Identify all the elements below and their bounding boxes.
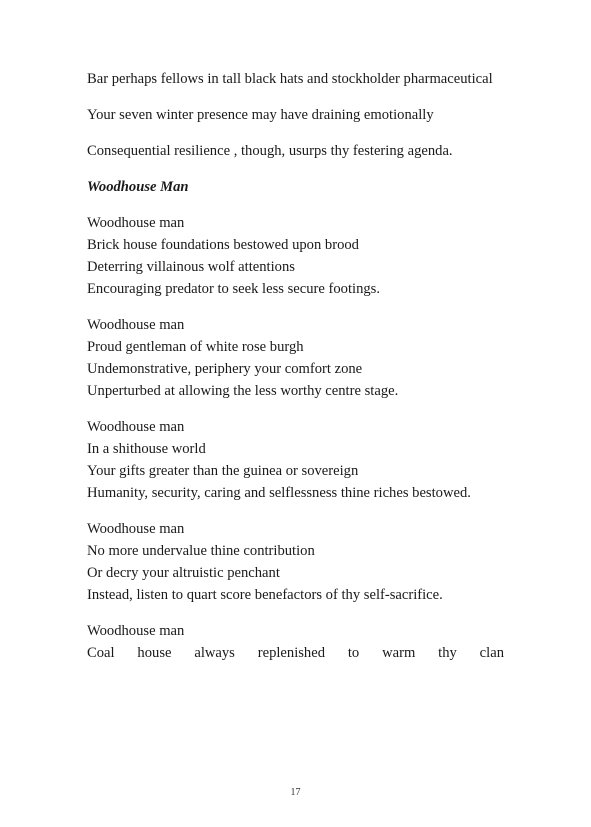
poem-line: Woodhouse man bbox=[87, 623, 185, 639]
poem-line: Unperturbed at allowing the less worthy centre stage. bbox=[87, 383, 399, 399]
poem-line: Proud gentleman of white rose burgh bbox=[87, 339, 304, 355]
stanza-2 bbox=[87, 314, 504, 402]
poem-line: Brick house foundations bestowed upon brood bbox=[87, 237, 359, 253]
poem-line: Your gifts greater than the guinea or sovereign bbox=[87, 463, 359, 479]
poem-line: Encouraging predator to seek less secure footings. bbox=[87, 281, 381, 297]
stanza-4 bbox=[87, 518, 504, 606]
poem-line: Woodhouse man bbox=[87, 419, 185, 435]
poem-line: Deterring villainous wolf attentions bbox=[87, 259, 295, 275]
poem-line: Woodhouse man bbox=[87, 317, 185, 333]
stanza-5 bbox=[87, 620, 504, 664]
poem-line: Woodhouse man bbox=[87, 521, 185, 537]
poem-line: No more undervalue thine contribution bbox=[87, 543, 315, 559]
intro-paragraph-1: Bar perhaps fellows in tall black hats and stockholder pharmaceutical bbox=[87, 71, 493, 87]
poem-line: In a shithouse world bbox=[87, 441, 206, 457]
intro-paragraph-2: Your seven winter presence may have draining emotionally bbox=[87, 107, 434, 123]
poem-line-last: Coal house always replenished to warm thy clan bbox=[87, 645, 504, 661]
stanza-3 bbox=[87, 416, 504, 504]
intro-paragraph-3: Consequential resilience , though, usurps thy festering agenda. bbox=[87, 143, 453, 159]
page-number: 17 bbox=[290, 787, 301, 798]
poem-line: Woodhouse man bbox=[87, 215, 185, 231]
page-content bbox=[87, 68, 504, 678]
poem-title: Woodhouse Man bbox=[87, 179, 189, 195]
poem-line-wrapped: Humanity, security, caring and selflessness thine riches bestowed. bbox=[87, 485, 471, 501]
stanza-1 bbox=[87, 212, 504, 300]
poem-line: Or decry your altruistic penchant bbox=[87, 565, 280, 581]
poem-line: Undemonstrative, periphery your comfort zone bbox=[87, 361, 363, 377]
poem-line: Instead, listen to quart score benefactors of thy self-sacrifice. bbox=[87, 587, 443, 603]
